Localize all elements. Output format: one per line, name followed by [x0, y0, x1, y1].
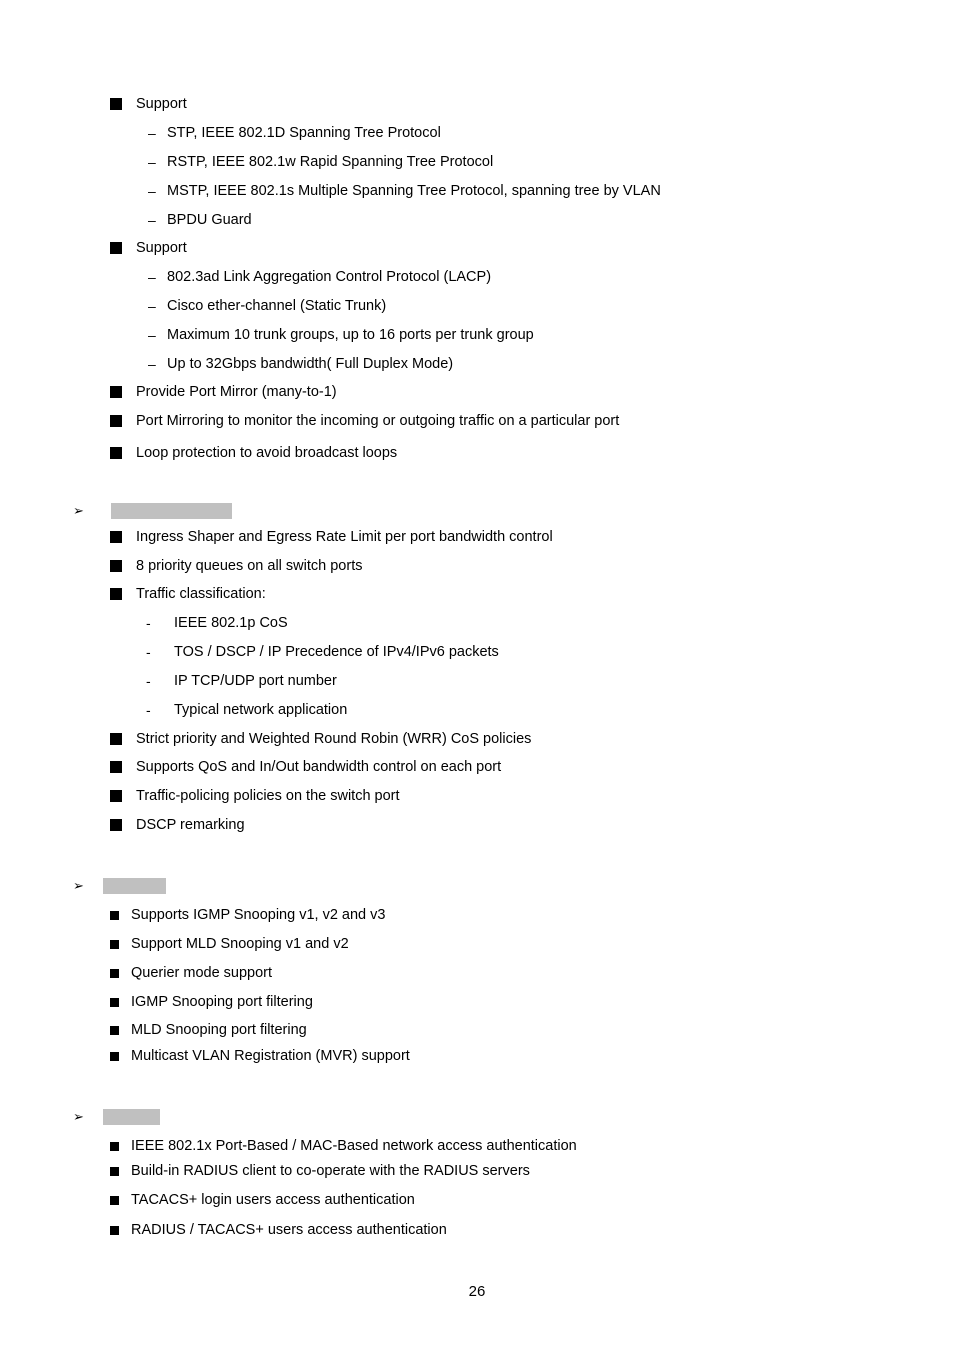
bullet-square-icon	[110, 560, 122, 572]
bullet-square-icon	[110, 1026, 119, 1035]
dash-icon: –	[148, 212, 156, 228]
dash-icon: –	[148, 269, 156, 285]
bullet-square-icon	[110, 1226, 119, 1235]
list-item: IEEE 802.1x Port-Based / MAC-Based network access authentication	[131, 1138, 577, 1154]
bullet-square-icon	[110, 819, 122, 831]
hyphen-icon: -	[146, 702, 151, 718]
list-item: BPDU Guard	[167, 212, 252, 228]
bullet-square-icon	[110, 1142, 119, 1151]
list-item: STP, IEEE 802.1D Spanning Tree Protocol	[167, 125, 441, 141]
arrow-bullet-icon: ➢	[73, 878, 84, 893]
redacted-heading	[103, 878, 166, 894]
list-item: 802.3ad Link Aggregation Control Protocol (LACP)	[167, 269, 492, 285]
list-item: Provide Port Mirror (many-to-1)	[136, 384, 337, 400]
list-item: Up to 32Gbps bandwidth( Full Duplex Mode)	[167, 356, 454, 372]
list-item: TOS / DSCP / IP Precedence of IPv4/IPv6 packets	[174, 644, 499, 660]
stp-support-label: Support	[136, 96, 187, 112]
list-item: Build-in RADIUS client to co-operate with the RADIUS servers	[131, 1163, 530, 1179]
list-item: MSTP, IEEE 802.1s Multiple Spanning Tree Protocol, spanning tree by VLAN	[167, 183, 661, 199]
dash-icon: –	[148, 356, 156, 372]
bullet-square-icon	[110, 1196, 119, 1205]
list-item: TACACS+ login users access authentication	[131, 1192, 415, 1208]
list-item: Ingress Shaper and Egress Rate Limit per port bandwidth control	[136, 529, 553, 545]
list-item: Supports QoS and In/Out bandwidth control on each port	[136, 759, 502, 775]
arrow-bullet-icon: ➢	[73, 503, 84, 518]
list-item: Typical network application	[174, 702, 348, 718]
list-item: 8 priority queues on all switch ports	[136, 558, 363, 574]
hyphen-icon: -	[146, 644, 151, 660]
dash-icon: –	[148, 154, 156, 170]
list-item: Traffic classification:	[136, 586, 266, 602]
trunk-support-label: Support	[136, 240, 187, 256]
list-item: Loop protection to avoid broadcast loops	[136, 445, 398, 461]
list-item: Maximum 10 trunk groups, up to 16 ports per trunk group	[167, 327, 534, 343]
bullet-square-icon	[110, 969, 119, 978]
bullet-square-icon	[110, 733, 122, 745]
list-item: IEEE 802.1p CoS	[174, 615, 288, 631]
list-item: Multicast VLAN Registration (MVR) support	[131, 1048, 410, 1064]
page-number: 26	[468, 1283, 486, 1300]
list-item: DSCP remarking	[136, 817, 245, 833]
bullet-square-icon	[110, 447, 122, 459]
redacted-heading	[103, 1109, 160, 1125]
dash-icon: –	[148, 298, 156, 314]
list-item: Traffic-policing policies on the switch port	[136, 788, 400, 804]
bullet-square-icon	[110, 242, 122, 254]
hyphen-icon: -	[146, 673, 151, 689]
list-item: RSTP, IEEE 802.1w Rapid Spanning Tree Protocol	[167, 154, 494, 170]
bullet-square-icon	[110, 98, 122, 110]
bullet-square-icon	[110, 761, 122, 773]
arrow-bullet-icon: ➢	[73, 1109, 84, 1124]
list-item: RADIUS / TACACS+ users access authentication	[131, 1222, 447, 1238]
list-item: Querier mode support	[131, 965, 273, 981]
dash-icon: –	[148, 125, 156, 141]
list-item: Port Mirroring to monitor the incoming or outgoing traffic on a particular port	[136, 413, 620, 429]
list-item: IGMP Snooping port filtering	[131, 994, 313, 1010]
bullet-square-icon	[110, 1167, 119, 1176]
list-item: Supports IGMP Snooping v1, v2 and v3	[131, 907, 386, 923]
bullet-square-icon	[110, 588, 122, 600]
bullet-square-icon	[110, 531, 122, 543]
list-item: IP TCP/UDP port number	[174, 673, 337, 689]
hyphen-icon: -	[146, 615, 151, 631]
redacted-heading	[111, 503, 232, 519]
list-item: Strict priority and Weighted Round Robin (WRR) CoS policies	[136, 731, 532, 747]
bullet-square-icon	[110, 998, 119, 1007]
bullet-square-icon	[110, 386, 122, 398]
bullet-square-icon	[110, 911, 119, 920]
bullet-square-icon	[110, 790, 122, 802]
list-item: Cisco ether-channel (Static Trunk)	[167, 298, 387, 314]
dash-icon: –	[148, 183, 156, 199]
bullet-square-icon	[110, 415, 122, 427]
bullet-square-icon	[110, 1052, 119, 1061]
list-item: Support MLD Snooping v1 and v2	[131, 936, 349, 952]
bullet-square-icon	[110, 940, 119, 949]
dash-icon: –	[148, 327, 156, 343]
list-item: MLD Snooping port filtering	[131, 1022, 307, 1038]
